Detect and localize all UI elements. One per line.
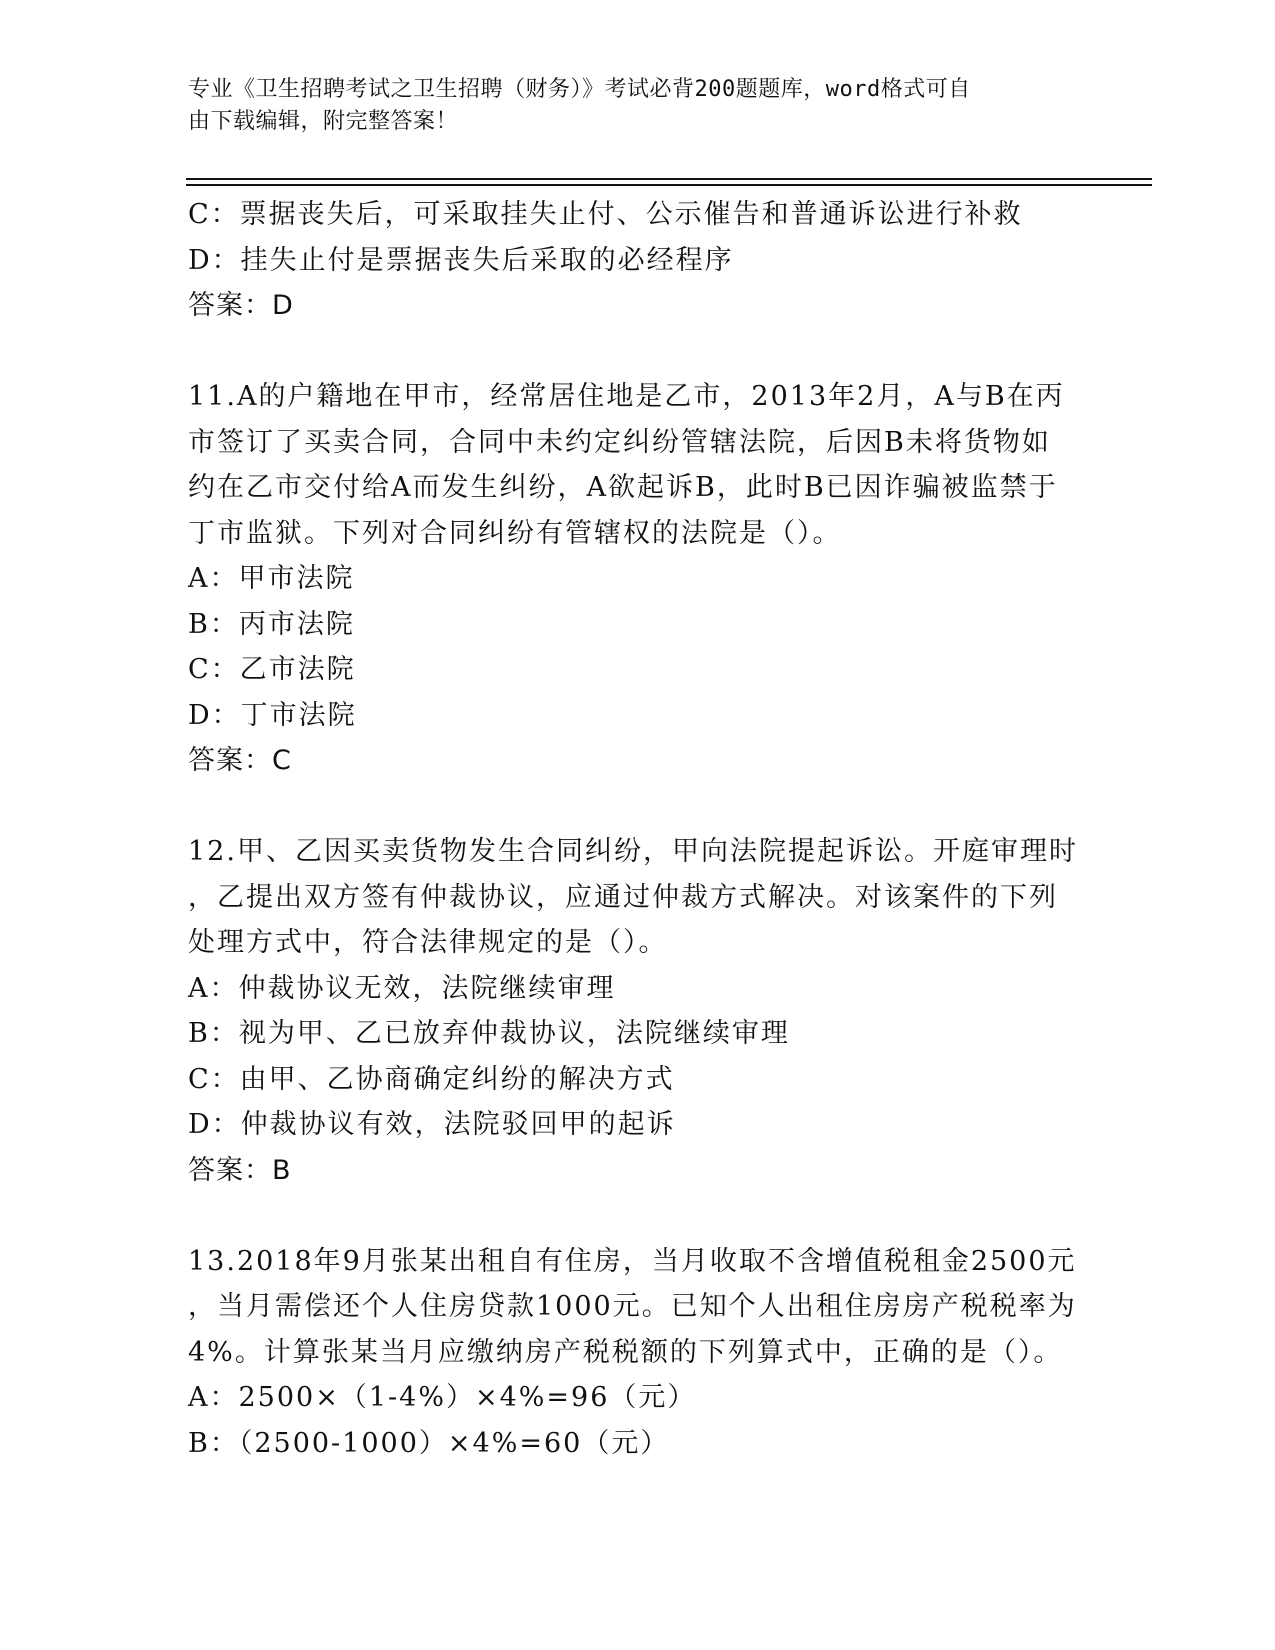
option-b: B：（2500-1000）×4%=60（元）: [188, 1427, 670, 1459]
answer: 答案：C: [188, 745, 292, 776]
header-line-2: 由下载编辑，附完整答案！: [188, 109, 459, 134]
question-stem-line: 约在乙市交付给A而发生纠纷，A欲起诉B，此时B已因诈骗被监禁于: [188, 472, 1058, 503]
question-stem-line: 丁市监狱。下列对合同纠纷有管辖权的法院是（）。: [188, 517, 842, 549]
header-rule-top: [186, 178, 1152, 180]
question-stem-line: 13.2018年9月张某出租自有住房，当月收取不含增值税租金2500元: [188, 1245, 1077, 1277]
question-13: [188, 1239, 1088, 1467]
question-11: [188, 374, 1088, 784]
question-stem-line: ，当月需偿还个人住房贷款1000元。已知个人出租住房房产税税率为: [188, 1291, 1077, 1322]
option-a: A：甲市法院: [188, 563, 355, 594]
question-stem-line: ，乙提出双方签有仲裁协议，应通过仲裁方式解决。对该案件的下列: [188, 881, 1058, 913]
question-stem-line: 11.A的户籍地在甲市，经常居住地是乙市，2013年2月，A与B在丙: [188, 381, 1065, 412]
option-b: B：丙市法院: [188, 608, 355, 640]
document-header: [188, 74, 1068, 138]
answer: 答案：B: [188, 1154, 292, 1186]
question-content: [188, 192, 1088, 1466]
option-a: A：2500×（1-4%）×4%=96（元）: [188, 1382, 697, 1413]
answer: 答案：D: [188, 290, 294, 321]
question-stem-line: 市签订了买卖合同，合同中未约定纠纷管辖法院，后因B未将货物如: [188, 426, 1051, 458]
option-b: B：视为甲、乙已放弃仲裁协议，法院继续审理: [188, 1018, 790, 1049]
question-stem-line: 处理方式中，符合法律规定的是（）。: [188, 927, 668, 958]
option-c: C：由甲、乙协商确定纠纷的解决方式: [188, 1063, 675, 1095]
previous-question-tail: [188, 192, 1088, 329]
question-12: [188, 829, 1088, 1193]
option-c: C：票据丧失后，可采取挂失止付、公示催告和普通诉讼进行补救: [188, 199, 1023, 230]
option-a: A：仲裁协议无效，法院继续审理: [188, 972, 616, 1004]
option-c: C：乙市法院: [188, 654, 356, 685]
header-rule-bottom: [186, 184, 1152, 186]
option-d: D：挂失止付是票据丧失后采取的必经程序: [188, 244, 734, 276]
header-line-1: 专业《卫生招聘考试之卫生招聘（财务）》考试必背200题题库，word格式可自: [188, 77, 971, 102]
question-stem-line: 12.甲、乙因买卖货物发生合同纠纷，甲向法院提起诉讼。开庭审理时: [188, 836, 1078, 867]
option-d: D：丁市法院: [188, 699, 357, 731]
question-stem-line: 4%。计算张某当月应缴纳房产税税额的下列算式中，正确的是（）。: [188, 1336, 1063, 1368]
option-d: D：仲裁协议有效，法院驳回甲的起诉: [188, 1109, 676, 1140]
